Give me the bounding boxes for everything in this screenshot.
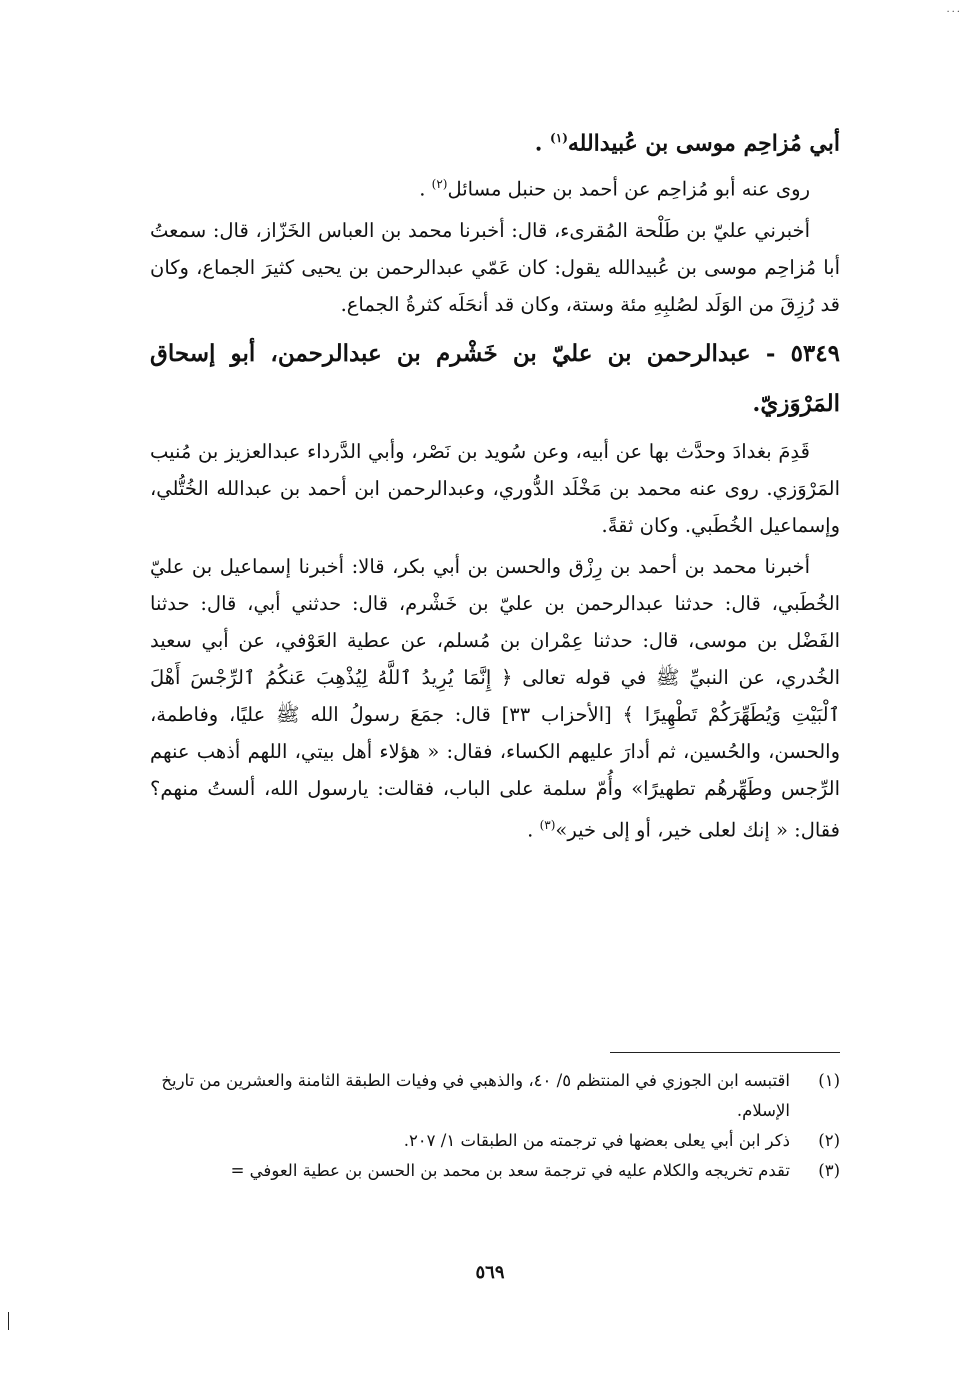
entry-title-line	[150, 120, 840, 162]
footnote-ref-1: (١)	[550, 131, 568, 145]
footnote-ref-3: (٣)	[539, 817, 556, 832]
footnote-number: (٢)	[818, 1131, 840, 1150]
footnote-ref-2: (٢)	[431, 177, 448, 192]
footnote-1	[150, 1066, 840, 1126]
entry-title-text: أبي مُزاحِم موسى بن عُبيدالله	[567, 130, 840, 157]
narration-text: روى عنه أبو مُزاحِم عن أحمد بن حنبل مسائل	[447, 177, 810, 201]
paragraph-report: أخبرني عليّ بن طَلْحة المُقرىء، قال: أخبرنا محمد بن العباس الخَزّاز، قال: سمعتُ أبا مُزاحِم موسى بن عُبيدالله يقول: كان عَمّي عبدالرحمن بن يحيى كثيرَ الجماع، وكان قد رُزِقَ من الوَلَد لصُلبِهِ مئة وستة، وكان قد أنحَلَه كثرةُ الجماع.	[150, 218, 840, 316]
edge-mark	[8, 1312, 9, 1330]
entry-heading: ٥٣٤٩ - عبدالرحمن بن عليّ بن خَشْرم بن عبدالرحمن، أبو إسحاق المَرْوَزيّ.	[150, 339, 840, 417]
footnote-divider	[610, 1052, 840, 1053]
footnote-number: (٣)	[818, 1161, 840, 1180]
footnote-2	[150, 1126, 840, 1156]
footnote-text: اقتبسه ابن الجوزي في المنتظم ٥/ ٤٠، والذهبي في وفيات الطبقة الثامنة والعشرين من تاريخ الإسلام.	[161, 1071, 790, 1120]
title-end: .	[534, 130, 551, 157]
narration-end: .	[419, 177, 432, 201]
corner-mark: ...	[946, 4, 962, 15]
footnote-3	[150, 1156, 840, 1186]
paragraph-biography: قَدِمَ بغدادَ وحدَّث بها عن أبيه، وعن سُويد بن نَصْر، وأبي الدَّرداء عبدالعزيز بن مُنيب المَرْوَزي. روى عنه محمد بن مَخْلَد الدُّوري، وعبدالرحمن ابن أحمد بن عبدالله الخُتُّلي، وإسماعيل الخُطَبي. وكان ثقةً.	[150, 439, 840, 537]
hadith-end: .	[527, 818, 540, 842]
paragraph-hadith	[150, 548, 840, 849]
footnote-text: ذكر ابن أبي يعلى بعضها في ترجمته من الطبقات ١/ ٢٠٧.	[403, 1131, 790, 1150]
narration-line	[150, 166, 840, 208]
hadith-text: أخبرنا محمد بن أحمد بن رِزْق والحسن بن أبي بكر، قالا: أخبرنا إسماعيل بن عليّ الخُطَبي، قال: حدثنا عبدالرحمن بن عليّ بن خَشْرم، قال: حدثني أبي، قال: حدثنا الفَضْل بن موسى، قال: حدثنا عِمْران بن مُسلم، عن عطية العَوْفي، عن أبي سعيد الخُدري، عن النبيِّ ﷺ في قوله تعالى ﴿ إِنَّمَا يُرِيدُ ٱللَّهُ لِيُذْهِبَ عَنكُمُ ٱلرِّجْسَ أَهْلَ ٱلْبَيْتِ وَيُطَهِّرَكُمْ تَطْهِيرًا ﴾ [الأحزاب ٣٣] قال: جمَعَ رسولُ الله ﷺ عليًا، وفاطمة، والحسن، والحُسين، ثم أدارَ عليهم الكساء، فقال: « هؤلاء أهل بيتي، اللهم أذهب عنهم الرِّجس وطَهِّرهُم تطهيرًا» وأُمّ سلمة على الباب، فقالت: يارسول الله، ألستُ منهم؟ فقال: « إنك لعلى خير، أو إلى خير»	[150, 554, 840, 842]
footnotes	[150, 1066, 840, 1186]
footnote-number: (١)	[818, 1071, 840, 1090]
footnote-text: تقدم تخريجه والكلام عليه في ترجمة سعد بن محمد بن الحسن بن عطية العوفي =	[230, 1161, 790, 1180]
page-number: ٥٦٩	[475, 1262, 505, 1283]
main-text	[150, 120, 840, 852]
